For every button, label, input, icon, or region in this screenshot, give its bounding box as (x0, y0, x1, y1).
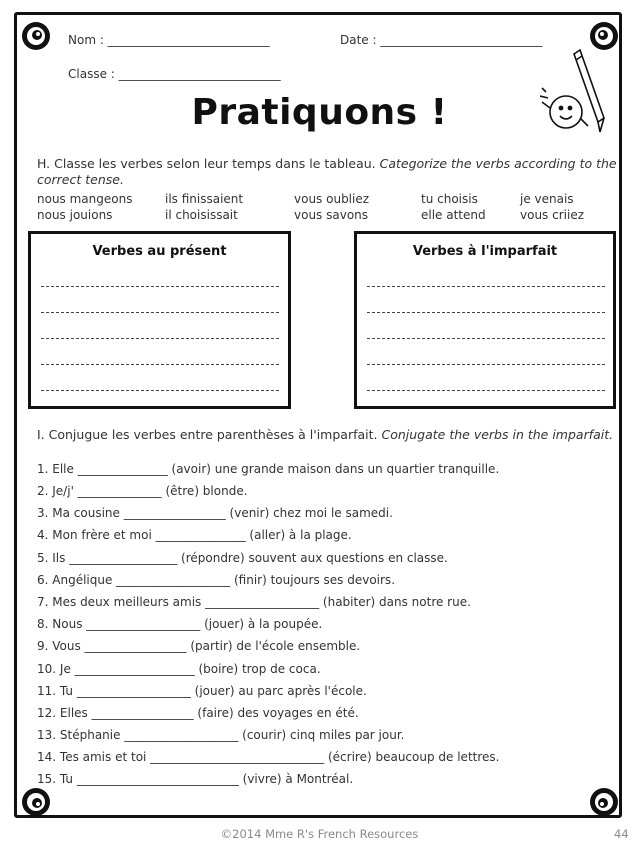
exercise-item[interactable]: 6. Angélique ___________________ (finir) toujours ses devoirs. (37, 573, 396, 587)
verb-word: elle attend (421, 208, 486, 222)
exercise-item[interactable]: 1. Elle _______________ (avoir) une grande maison dans un quartier tranquille. (37, 462, 500, 476)
present-box-title: Verbes au présent (92, 244, 227, 259)
corner-swirl-icon (588, 786, 620, 818)
verb-word: vous savons (294, 208, 369, 222)
corner-swirl-icon (20, 20, 52, 52)
answer-line[interactable] (367, 364, 605, 365)
answer-line[interactable] (41, 390, 279, 391)
name-field[interactable]: Nom : ___________________________ (68, 33, 270, 47)
exercise-item[interactable]: 3. Ma cousine _________________ (venir) chez moi le samedi. (37, 506, 393, 520)
page-title: Pratiquons ! (191, 92, 448, 133)
date-field[interactable]: Date : ___________________________ (340, 33, 543, 47)
corner-swirl-icon (20, 786, 52, 818)
imparfait-tense-box (354, 231, 616, 409)
exercise-item[interactable]: 14. Tes amis et toi _____________________________ (écrire) beaucoup de lettres. (37, 750, 500, 764)
answer-line[interactable] (367, 286, 605, 287)
exercise-item[interactable]: 11. Tu ___________________ (jouer) au parc après l'école. (37, 684, 367, 698)
exercise-item[interactable]: 10. Je ____________________ (boire) trop de coca. (37, 662, 321, 676)
exercise-item[interactable]: 2. Je/j' ______________ (être) blonde. (37, 484, 248, 498)
verb-word: nous mangeons (37, 192, 133, 206)
verb-word: vous oubliez (294, 192, 370, 206)
class-field[interactable]: Classe : ___________________________ (68, 67, 281, 81)
exercise-item[interactable]: 7. Mes deux meilleurs amis ___________________ (habiter) dans notre rue. (37, 595, 471, 609)
exercise-item[interactable]: 15. Tu ___________________________ (vivre) à Montréal. (37, 772, 354, 786)
answer-line[interactable] (41, 286, 279, 287)
section-h-instruction: H. Classe les verbes selon leur temps dans le tableau. (37, 156, 376, 171)
exercise-item[interactable]: 8. Nous ___________________ (jouer) à la poupée. (37, 617, 323, 631)
section-i-instruction-en: Conjugate the verbs in the imparfait. (381, 427, 614, 442)
answer-line[interactable] (41, 338, 279, 339)
section-h-instruction-en: Categorize the verbs according to the (379, 156, 617, 171)
section-h-instruction-en-2: correct tense. (37, 172, 124, 187)
verb-word: nous jouions (37, 208, 113, 222)
answer-line[interactable] (367, 338, 605, 339)
verb-word: vous criiez (520, 208, 584, 222)
verb-word: ils finissaient (165, 192, 244, 206)
exercise-item[interactable]: 12. Elles _________________ (faire) des voyages en été. (37, 706, 359, 720)
answer-line[interactable] (41, 364, 279, 365)
page-number: 44 (614, 827, 629, 841)
exercise-item[interactable]: 5. Ils __________________ (répondre) souvent aux questions en classe. (37, 551, 448, 565)
verb-word: je venais (520, 192, 574, 206)
copyright: ©2014 Mme R's French Resources (220, 827, 419, 841)
verb-word: tu choisis (421, 192, 478, 206)
verb-word: il choisissait (165, 208, 238, 222)
answer-line[interactable] (367, 390, 605, 391)
exercise-item[interactable]: 4. Mon frère et moi _______________ (aller) à la plage. (37, 528, 352, 542)
exercise-item[interactable]: 13. Stéphanie ___________________ (courir) cinq miles par jour. (37, 728, 405, 742)
answer-line[interactable] (41, 312, 279, 313)
exercise-item[interactable]: 9. Vous _________________ (partir) de l'école ensemble. (37, 639, 361, 653)
imparfait-box-title: Verbes à l'imparfait (412, 244, 558, 259)
present-tense-box (28, 231, 291, 409)
answer-line[interactable] (367, 312, 605, 313)
section-i-instruction: I. Conjugue les verbes entre parenthèses à l'imparfait. (37, 427, 378, 442)
